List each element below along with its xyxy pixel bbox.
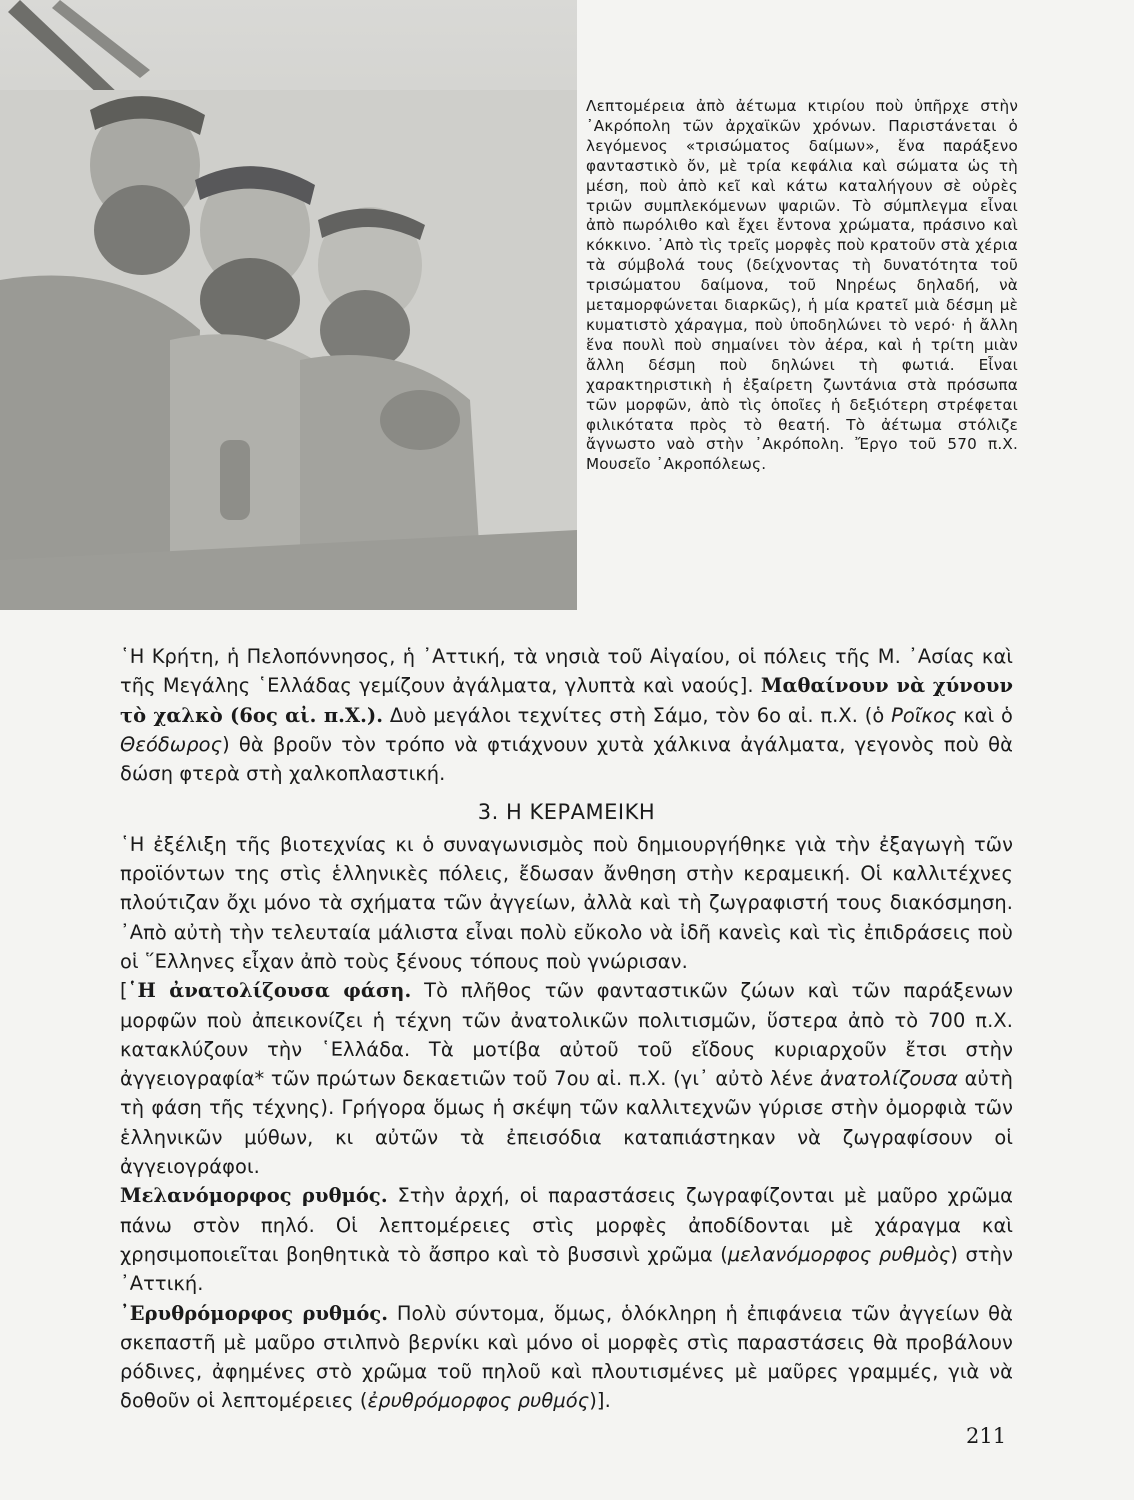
red-figure-text-2: )]. [589, 1389, 611, 1413]
three-bodied-demon-sculpture-image [0, 0, 577, 610]
name-rhoikos: Ροῖκος [891, 703, 957, 727]
photo-caption: Λεπτομέρεια ἀπὸ ἀέτωμα κτιρίου ποὺ ὑπῆρχε στὴν ᾿Ακρόπολη τῶν ἀρχαϊκῶν χρόνων. Παριστάνεται ὁ λεγόμενος «τρισώματος δαίμων», ἕνα παράξενο φανταστικὸ ὄν, μὲ τρία κεφάλια καὶ σώματα ὡς τὴ μέση, ποὺ ἀπὸ κεῖ καὶ κάτω καταλήγουν σὲ οὐρὲς τριῶν συμπλεκόμενων ψαριῶν. Τὸ σύμπλεγμα εἶναι ἀπὸ πωρόλιθο καὶ ἔχει ἔντονα χρώματα, πράσινο καὶ κόκκινο. ᾿Απὸ τὶς τρεῖς μορφὲς ποὺ κρατοῦν στὰ χέρια τὰ σύμβολά τους (δείχνοντας τὴ δυνατότητα τοῦ τρισώματου δαίμονα, τοῦ Νηρέως δηλαδή, νὰ μεταμορφώνεται διαρκῶς), ἡ μία κρατεῖ μιὰ δέσμη μὲ κυματιστὸ χάραγμα, ποὺ ὑποδηλώνει τὸ νερό· ἡ ἄλλη ἕνα πουλὶ ποὺ σημαίνει τὸν ἀέρα, καὶ ἡ τρίτη μιὰν ἄλλη δέσμη ποὺ δηλώνει τὴ φωτιά. Εἶναι χαρακτηριστικὴ ἡ ἐξαίρετη ζωντάνια στὰ πρόσωπα τῶν μορφῶν, ἀπὸ τὶς ὁποῖες ἡ δεξιότερη στρέφεται φιλικότατα πρὸς τὸ θεατή. Τὸ ἀέτωμα στόλιζε ἄγνωστο ναὸ στὴν ᾿Ακρόπολη. Ἔργο τοῦ 570 π.Χ. Μουσεῖο ᾿Ακροπόλεως. [586, 97, 1018, 474]
bracket-open: [ [120, 979, 128, 1003]
pediment-photo [0, 0, 577, 610]
black-figure-subheading: Μελανόμορφος ρυθμός. [120, 1184, 388, 1208]
black-figure-paragraph [120, 1181, 1013, 1298]
section-heading: 3. Η ΚΕΡΑΜΕΙΚΗ [477, 800, 656, 825]
orientalizing-term: ἀνατολίζουσα [820, 1067, 959, 1091]
intro-text-2: καὶ ὁ [956, 703, 1014, 727]
orientalizing-paragraph [120, 976, 1013, 1181]
main-text [120, 642, 1013, 1416]
black-figure-text-1: Στὴν ἀρχή, οἱ παραστάσεις ζωγραφίζονται μὲ μαῦρο χρῶμα πάνω στὸν πηλό. Οἱ λεπτομέρειες στὶς μορφὲς ἀποδίδονται μὲ χάραγμα καὶ χρησιμοποιεῖται βοηθητικὰ τὸ ἄσπρο καὶ τὸ βυσσινὶ χρῶμα ( [120, 1184, 1013, 1266]
red-figure-term: ἐρυθρόμορφος ρυθμός [367, 1389, 590, 1413]
black-figure-text-2: ) στὴν ᾿Αττική. [120, 1242, 1013, 1296]
page-number: 211 [966, 1424, 1007, 1448]
orientalizing-text-1: Τὸ πλῆθος τῶν φανταστικῶν ζώων καὶ τῶν παράξενων μορφῶν ποὺ ἀπεικονίζει ἡ τέχνη τῶν ἀνατολικῶν πολιτισμῶν, ὕστερα ἀπὸ τὸ 700 π.Χ. κατακλύζουν τὴν ῾Ελλάδα. Τὰ μοτίβα αὐτοῦ τοῦ εἴδους κυριαρχοῦν ἔτσι στὴν ἀγγειογραφία* τῶν πρώτων δεκαετιῶν τοῦ 7ου αἰ. π.Χ. (γι᾿ αὐτὸ λένε [120, 979, 1013, 1091]
orientalizing-subheading: ῾Η ἀνατολίζουσα φάση. [127, 979, 412, 1003]
intro-lead: ῾Η Κρήτη, ἡ Πελοπόννησος, ἡ ᾿Αττική, τὰ νησιὰ τοῦ Αἰγαίου, οἱ πόλεις τῆς Μ. ᾿Ασίας καὶ τῆς Μεγάλης ῾Ελλάδας γεμίζουν ἀγάλματα, γλυπτὰ καὶ ναούς]. [120, 645, 1013, 698]
red-figure-subheading: ᾿Ερυθρόμορφος ρυθμός. [120, 1301, 389, 1325]
intro-text-3: ) θὰ βροῦν τὸν τρόπο νὰ φτιάχνουν χυτὰ χάλκινα ἀγάλματα, γεγονὸς ποὺ θὰ δώση φτερὰ στὴ χαλκοπλαστική. [120, 732, 1013, 786]
red-figure-text-1: Πολὺ σύντομα, ὅμως, ὁλόκληρη ἡ ἐπιφάνεια τῶν ἀγγείων θὰ σκεπαστῆ μὲ μαῦρο στιλπνὸ βερνίκι καὶ μόνο οἱ μορφὲς στὶς παραστάσεις θὰ προβάλουν ρόδινες, ἀφημένες στὸ χρῶμα τοῦ πηλοῦ καὶ πλουτισμένες μὲ μαῦρες γραμμές, γιὰ νὰ δοθοῦν οἱ λεπτομέρειες ( [120, 1301, 1013, 1413]
black-figure-term: μελανόμορφος ρυθμὸς [727, 1242, 951, 1266]
orientalizing-text-2: αὐτὴ τὴ φάση τῆς τέχνης). Γρήγορα ὅμως ἡ σκέψη τῶν καλλιτεχνῶν γύρισε στὴν ὀμορφιὰ τῶν ἑλληνικῶν μύθων, κι αὐτῶν τὰ ἐπεισόδια καταπιάστηκαν νὰ ζωγραφίσουν οἱ ἀγγειογράφοι. [120, 1067, 1013, 1179]
name-theodoros: Θεόδωρος [120, 732, 223, 756]
intro-text-1: Δυὸ μεγάλοι τεχνίτες στὴ Σάμο, τὸν 6ο αἰ. π.Χ. (ὁ [383, 703, 892, 727]
bronze-casting-subheading: Μαθαίνουν νὰ χύνουν τὸ χαλκὸ (6ος αἰ. π.Χ.). [120, 674, 1014, 727]
ceramics-intro-paragraph: ῾Η ἐξέλιξη τῆς βιοτεχνίας κι ὁ συναγωνισμὸς ποὺ δημιουργήθηκε γιὰ τὴν ἐξαγωγὴ τῶν προϊόντων της στὶς ἑλληνικὲς πόλεις, ἔδωσαν ἄνθηση στὴν κεραμεική. Οἱ καλλιτέχνες πλούτιζαν ὄχι μόνο τὰ σχήματα τῶν ἀγγείων, ἀλλὰ καὶ τὴ ζωγραφιστή τους διακόσμηση. ᾿Απὸ αὐτὴ τὴν τελευταία μάλιστα εἶναι πολὺ εὔκολο νὰ ἰδῆ κανεὶς καὶ τὶς ἐπιδράσεις ποὺ οἱ ῞Ελληνες εἶχαν ἀπὸ τοὺς ξένους τόπους ποὺ γνώρισαν. [120, 832, 1013, 973]
red-figure-paragraph [120, 1299, 1013, 1416]
intro-paragraph [120, 642, 1013, 788]
